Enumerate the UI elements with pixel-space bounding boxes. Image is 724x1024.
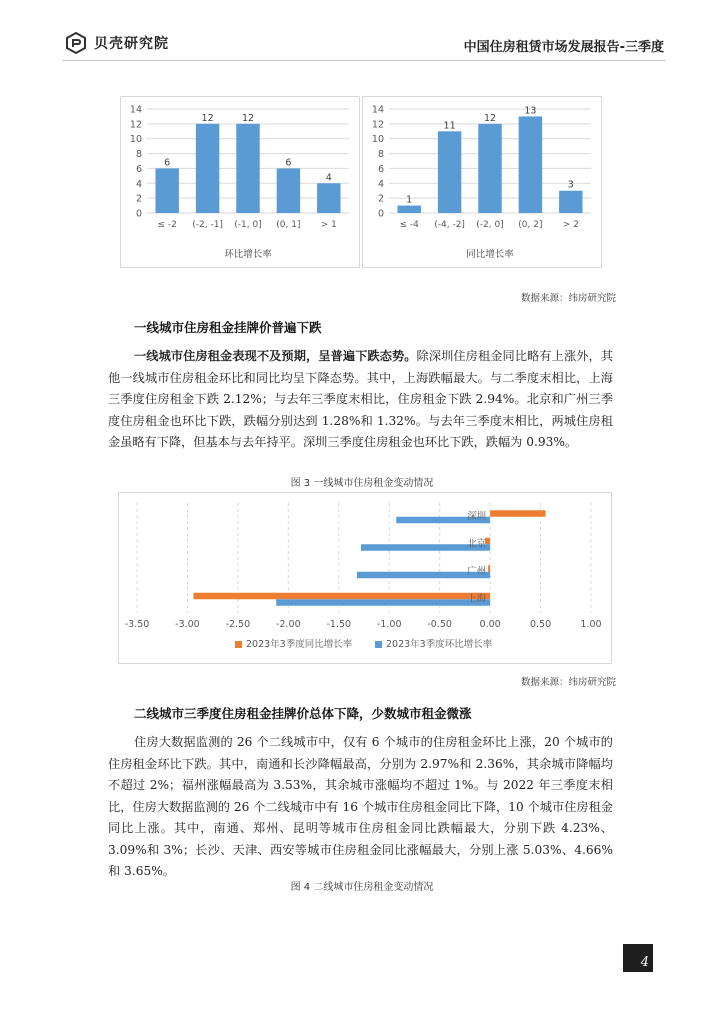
yoy-y-tick-label: 0 (377, 208, 384, 220)
mom-data-label: 12 (241, 112, 255, 124)
mom-y-tick-label: 2 (135, 193, 142, 205)
tier1-legend-label: 2023年3季度同比增长率 (246, 639, 353, 650)
tier1-rent-change-chart (118, 492, 612, 664)
section-heading-tier2: 二线城市三季度住房租金挂牌价总体下降，少数城市租金微涨 (134, 706, 472, 721)
tier1-x-tick-label: -3.00 (175, 619, 200, 630)
tier1-bar-yoy (490, 510, 545, 517)
mom-x-axis-title: 环比增长率 (224, 249, 272, 260)
mom-y-tick-label: 6 (135, 163, 142, 175)
yoy-y-tick-label: 14 (371, 104, 384, 116)
section-heading-tier1: 一线城市住房租金挂牌价普遍下跌 (134, 320, 322, 335)
yoy-x-tick-label: (-2, 0] (476, 220, 504, 230)
tier1-category-label: 深圳 (467, 510, 487, 522)
figure-3-caption: 图 3 一线城市住房租金变动情况 (290, 478, 434, 489)
tier1-x-tick-label: -3.50 (124, 619, 150, 630)
yoy-bar (559, 191, 582, 213)
brand-logo (64, 30, 169, 56)
tier1-category-label: 广州 (467, 565, 487, 577)
brand-name: 贝壳研究院 (94, 36, 169, 52)
tier1-bar-mom (276, 599, 490, 606)
mom-data-label: 6 (164, 157, 171, 169)
mom-x-tick-label: (-2, -1] (192, 220, 223, 230)
yoy-x-axis-title: 同比增长率 (466, 249, 514, 260)
yoy-x-tick-label: (-4, -2] (434, 220, 465, 230)
mom-bar (196, 124, 219, 213)
tier1-x-tick-label: -0.50 (427, 619, 452, 630)
tier1-legend-swatch (375, 641, 382, 648)
mom-x-tick-label: ≤ -2 (157, 220, 177, 230)
yoy-y-tick-label: 10 (371, 134, 384, 146)
mom-data-label: 12 (201, 112, 214, 124)
mom-x-tick-label: > 1 (320, 220, 337, 230)
figure-4-caption: 图 4 二线城市住房租金变动情况 (290, 882, 434, 893)
mom-bar (317, 183, 340, 213)
paragraph-tier2: 住房大数据监测的 26 个二线城市中，仅有 6 个城市的住房租金环比上涨，20 个城市的住房租金环比下跌。其中，南通和长沙降幅最高，分别为 2.97%和 2.36%，其余城市降幅均不超过 2%；福州涨幅最高为 3.53%，其余城市涨幅均不超过 1%。与 2022 年三季度末相比，住房大数据监测的 26 个二线城市中有 16 个城市住房租金同比下降，10 个城市住房租金同比上涨。其中，南通、郑州、昆明等城市住房租金同比跌幅最大，分别下跌 4.23%、3.09%和 3%；长沙、天津、西安等城市住房租金同比涨幅最大，分别上涨 5.03%、4.66%和 3.65%。 (108, 735, 613, 878)
mom-y-tick-label: 12 (129, 119, 142, 131)
data-source-note-2: 数据来源：纬房研究院 (520, 677, 616, 688)
paragraph-lead: 一线城市住房租金表现不及预期，呈普遍下跌态势。 (134, 349, 417, 363)
page-number: 4 (623, 944, 653, 972)
tier1-chart-svg (119, 493, 611, 663)
mom-y-tick-label: 8 (135, 149, 142, 161)
paragraph-tier1 (108, 346, 613, 454)
tier1-category-label: 上海 (467, 593, 487, 605)
data-source-note: 数据来源：纬房研究院 (520, 293, 616, 304)
mom-data-label: 4 (325, 172, 332, 184)
mom-y-tick-label: 10 (129, 134, 142, 146)
yoy-chart-svg (363, 97, 601, 267)
yoy-y-tick-label: 12 (371, 119, 384, 131)
yoy-x-tick-label: (0, 2] (518, 220, 543, 230)
tier1-x-tick-label: 1.00 (580, 619, 602, 630)
yoy-bar (438, 131, 461, 213)
tier1-legend-swatch (235, 641, 242, 648)
yoy-data-label: 13 (524, 105, 537, 117)
yoy-bar (478, 124, 501, 213)
mom-data-label: 6 (285, 157, 292, 169)
yoy-y-tick-label: 4 (377, 178, 384, 190)
shell-logo-icon (64, 31, 88, 55)
tier1-x-tick-label: -1.50 (326, 619, 352, 630)
yoy-bar (519, 116, 542, 213)
yoy-data-label: 12 (483, 112, 497, 124)
mom-distribution-chart (120, 96, 360, 268)
mom-bar (236, 124, 259, 213)
tier1-x-tick-label: 0.50 (529, 619, 552, 630)
tier1-x-tick-label: -1.00 (376, 619, 402, 630)
yoy-y-tick-label: 8 (377, 149, 384, 161)
tier1-legend-label: 2023年3季度环比增长率 (386, 639, 493, 650)
yoy-x-tick-label: > 2 (562, 220, 579, 230)
tier1-x-tick-label: -2.00 (276, 619, 301, 630)
tier1-x-tick-label: -2.50 (225, 619, 251, 630)
yoy-y-tick-label: 6 (377, 163, 384, 175)
yoy-bar (397, 206, 420, 213)
mom-y-tick-label: 14 (129, 104, 142, 116)
tier1-x-tick-label: 0.00 (479, 619, 501, 630)
yoy-data-label: 3 (567, 179, 574, 191)
mom-y-tick-label: 0 (135, 208, 142, 220)
yoy-distribution-chart (362, 96, 602, 268)
tier1-category-label: 北京 (467, 538, 487, 550)
yoy-data-label: 1 (406, 194, 413, 206)
yoy-y-tick-label: 2 (377, 193, 384, 205)
tier1-bar-yoy (488, 565, 490, 572)
mom-bar (277, 168, 300, 213)
mom-x-tick-label: (-1, 0] (234, 220, 262, 230)
yoy-x-tick-label: ≤ -4 (399, 220, 419, 230)
mom-x-tick-label: (0, 1] (276, 220, 301, 230)
tier1-bar-yoy (193, 593, 490, 600)
paragraph-body: 除深圳住房租金同比略有上涨外，其他一线城市住房租金环比和同比均呈下降态势。其中，上海跌幅最大。与二季度末相比，上海三季度住房租金下跌 2.12%；与去年三季度末相比，住房租金下跌 2.94%。北京和广州三季度住房租金也环比下跌，跌幅分别达到 1.28%和 1.32%。与去年三季度末相比，两城住房租金虽略有下降，但基本与去年持平。深圳三季度住房租金也环比下跌，跌幅为 0.93%。 (108, 349, 614, 449)
report-title: 中国住房租赁市场发展报告-三季度 (463, 40, 664, 55)
header-divider (62, 60, 666, 61)
mom-bar (155, 168, 178, 213)
yoy-data-label: 11 (443, 120, 456, 132)
mom-chart-svg (121, 97, 359, 267)
mom-y-tick-label: 4 (135, 178, 142, 190)
